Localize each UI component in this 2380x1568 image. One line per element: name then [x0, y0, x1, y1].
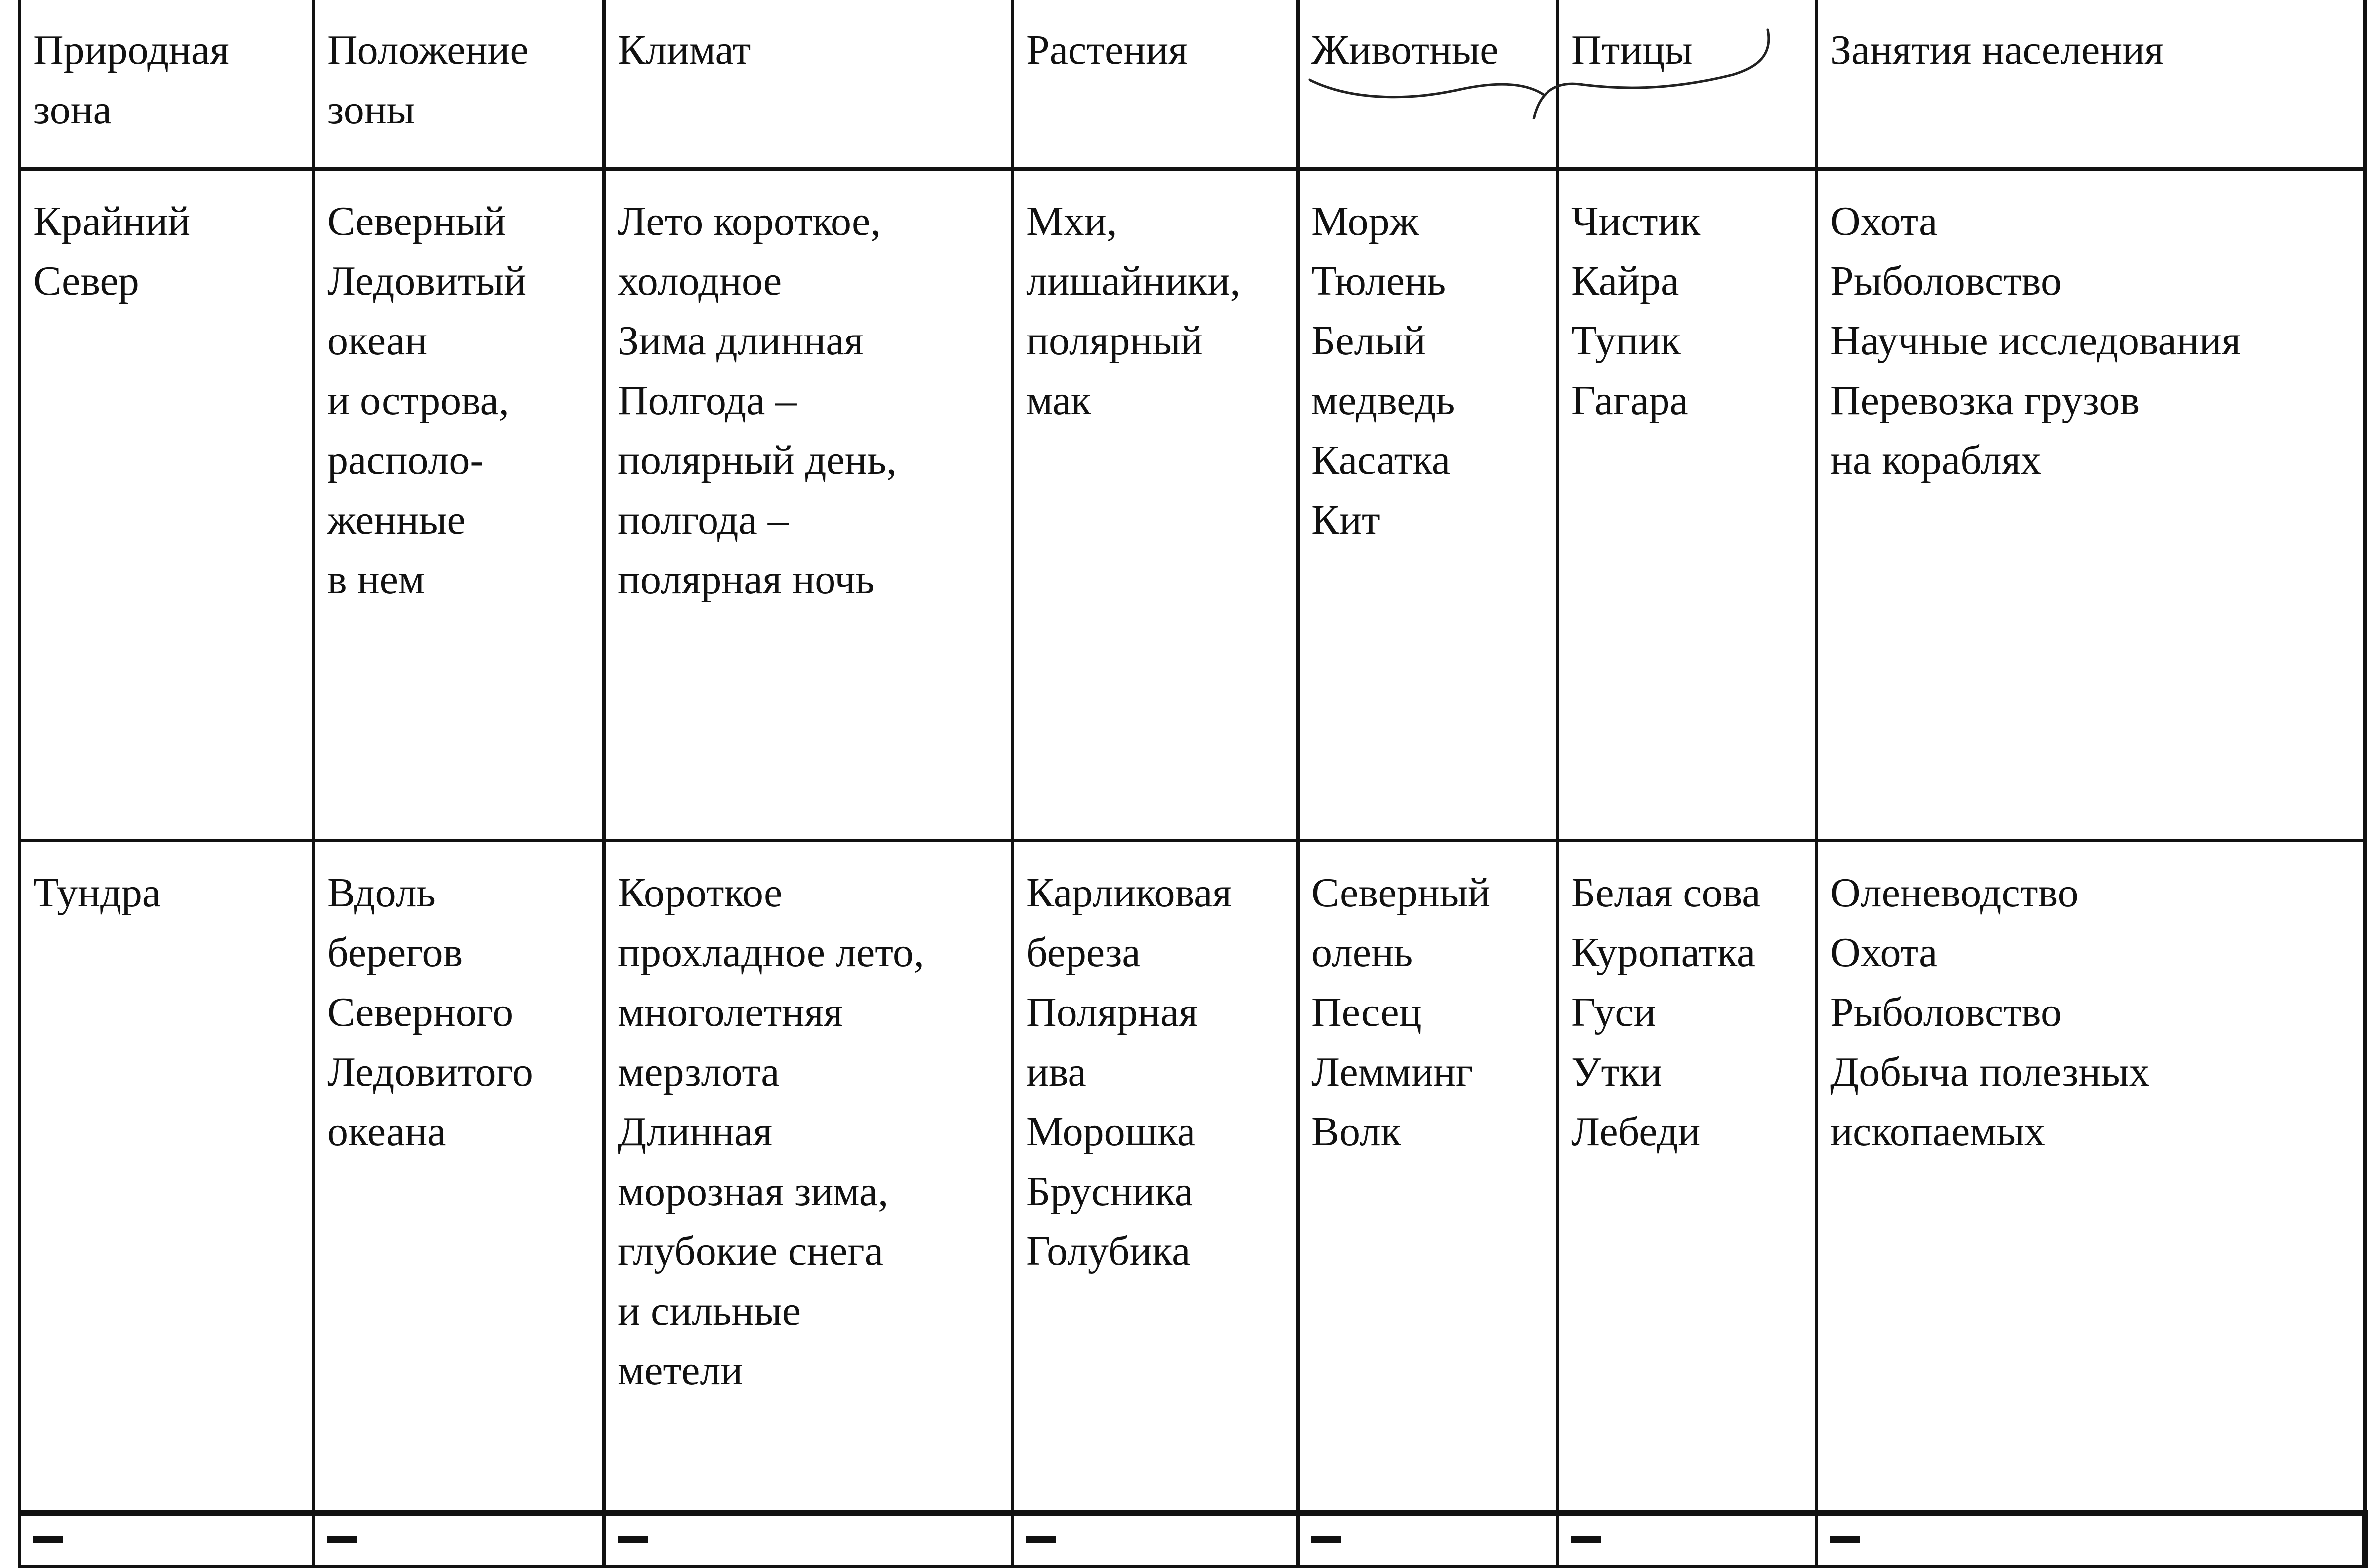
cut-off-text-fragment — [1830, 1536, 1860, 1543]
header-cell-occupations: Занятия населения — [1817, 0, 2365, 169]
table-cell: Морж Тюлень Белый медведь Касатка Кит — [1298, 169, 1558, 841]
table-cell: Чистик Кайра Тупик Гагара — [1558, 169, 1817, 841]
table-cell: Вдоль берегов Северного Ледовитого океана — [314, 841, 604, 1513]
table-cell — [1817, 1513, 2365, 1567]
header-cell-climate: Климат — [604, 0, 1013, 169]
cut-off-text-fragment — [1311, 1536, 1341, 1543]
table-cell: Мхи, лишайники, полярный мак — [1013, 169, 1298, 841]
table-cell: Крайний Север — [20, 169, 314, 841]
header-cell-birds: Птицы — [1558, 0, 1817, 169]
table-cell: Оленеводство Охота Рыболовство Добыча полезных ископаемых — [1817, 841, 2365, 1513]
table-cell — [314, 1513, 604, 1567]
cut-off-text-fragment — [618, 1536, 648, 1543]
table-cell: Тундра — [20, 841, 314, 1513]
cut-off-text-fragment — [1026, 1536, 1056, 1543]
header-cell-location: Положение зоны — [314, 0, 604, 169]
table-cell — [604, 1513, 1013, 1567]
header-cell-animals: Животные — [1298, 0, 1558, 169]
table-cell: Лето короткое, холодное Зима длинная Полгода – полярный день, полгода – полярная ночь — [604, 169, 1013, 841]
table-cell: Карликовая березa Полярная ива Морошка Брусника Голубика — [1013, 841, 1298, 1513]
table-cell — [1013, 1513, 1298, 1567]
table-cell: Северный Ледовитый океан и острова, располо- женные в нем — [314, 169, 604, 841]
table-cell: Северный олень Песец Лемминг Волк — [1298, 841, 1558, 1513]
cut-off-text-fragment — [1571, 1536, 1601, 1543]
table-cell — [1558, 1513, 1817, 1567]
table-row — [20, 169, 2365, 841]
table-row — [20, 841, 2365, 1513]
cut-off-text-fragment — [327, 1536, 357, 1543]
table-cell: Белая сова Куропатка Гуси Утки Лебеди — [1558, 841, 1817, 1513]
table-cell: Короткое прохладное лето, многолетняя мерзлота Длинная морозная зима, глубокие снега и сильные метели — [604, 841, 1013, 1513]
cut-off-text-fragment — [33, 1536, 63, 1543]
header-row — [20, 0, 2365, 169]
table-cell — [20, 1513, 314, 1567]
cut-off-row — [20, 1513, 2365, 1567]
natural-zones-table — [18, 0, 2368, 1568]
table-cell: Охота Рыболовство Научные исследования Перевозка грузов на кораблях — [1817, 169, 2365, 841]
header-cell-zone: Природная зона — [20, 0, 314, 169]
table-cell — [1298, 1513, 1558, 1567]
header-cell-plants: Растения — [1013, 0, 1298, 169]
